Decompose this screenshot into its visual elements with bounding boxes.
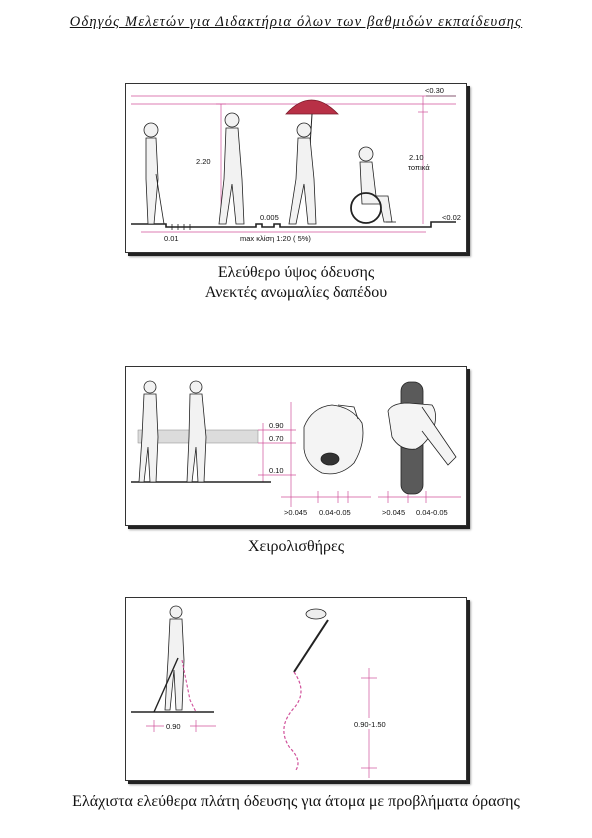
- label-height-right-note: τοπικά: [408, 163, 430, 172]
- vision-widths-illustration: [126, 598, 466, 780]
- caption-1-line-1: Ελεύθερο ύψος όδευσης: [217, 264, 375, 281]
- person-holding-rail-icon: [187, 381, 206, 482]
- caption-2-line-1: Χειρολισθήρες: [247, 538, 345, 555]
- hand-holding-round-rail-icon: [388, 382, 456, 494]
- wheelchair-user-icon: [351, 147, 396, 223]
- caption-3-line-1: Ελάχιστα ελεύθερα πλάτη όδευσης για άτομα με προβλήματα όρασης: [72, 793, 520, 810]
- document-title: Οδηγός Μελετών για Διδακτήρια όλων των βαθμιδών εκπαίδευσης: [69, 14, 523, 30]
- label-rail-high: 0.90: [269, 421, 284, 430]
- handrails-illustration: [126, 367, 466, 525]
- label-kick: 0.10: [269, 466, 284, 475]
- document-header: [0, 14, 592, 31]
- label-height-range: 0.90-1.50: [354, 720, 386, 729]
- person-with-white-cane-icon: [154, 606, 184, 712]
- label-step-small: 0.01: [164, 234, 179, 243]
- label-height-right: 2.10: [409, 153, 424, 162]
- person-walking-icon: [219, 113, 244, 224]
- clear-height-illustration: [126, 84, 466, 252]
- person-with-cane-icon: [144, 123, 164, 224]
- hand-gripping-rail-icon: [304, 405, 363, 474]
- label-step-right: <0.02: [442, 213, 461, 222]
- label-diameter-2: 0.04-0.05: [416, 508, 448, 517]
- person-with-umbrella-icon: [286, 100, 338, 224]
- label-bump: 0.005: [260, 213, 279, 222]
- caption-figure-3: [0, 792, 592, 812]
- label-clearance-2: >0.045: [382, 508, 406, 517]
- label-diameter-1: 0.04-0.05: [319, 508, 351, 517]
- label-top-clearance: <0.30: [425, 86, 444, 95]
- cane-top-view-icon: [284, 609, 328, 770]
- figure-clear-height: [125, 83, 467, 253]
- figure-handrails: [125, 366, 467, 526]
- caption-figure-2: [0, 537, 592, 557]
- label-height-left: 2.20: [196, 157, 211, 166]
- label-width: 0.90: [166, 722, 181, 731]
- label-slope: max κλίση 1:20 ( 5%): [240, 234, 311, 243]
- figure-vision-widths: [125, 597, 467, 781]
- label-rail-low: 0.70: [269, 434, 284, 443]
- caption-figure-1: [0, 263, 592, 303]
- caption-1-line-2: Ανεκτές ανωμαλίες δαπέδου: [204, 284, 388, 301]
- label-clearance-1: >0.045: [284, 508, 308, 517]
